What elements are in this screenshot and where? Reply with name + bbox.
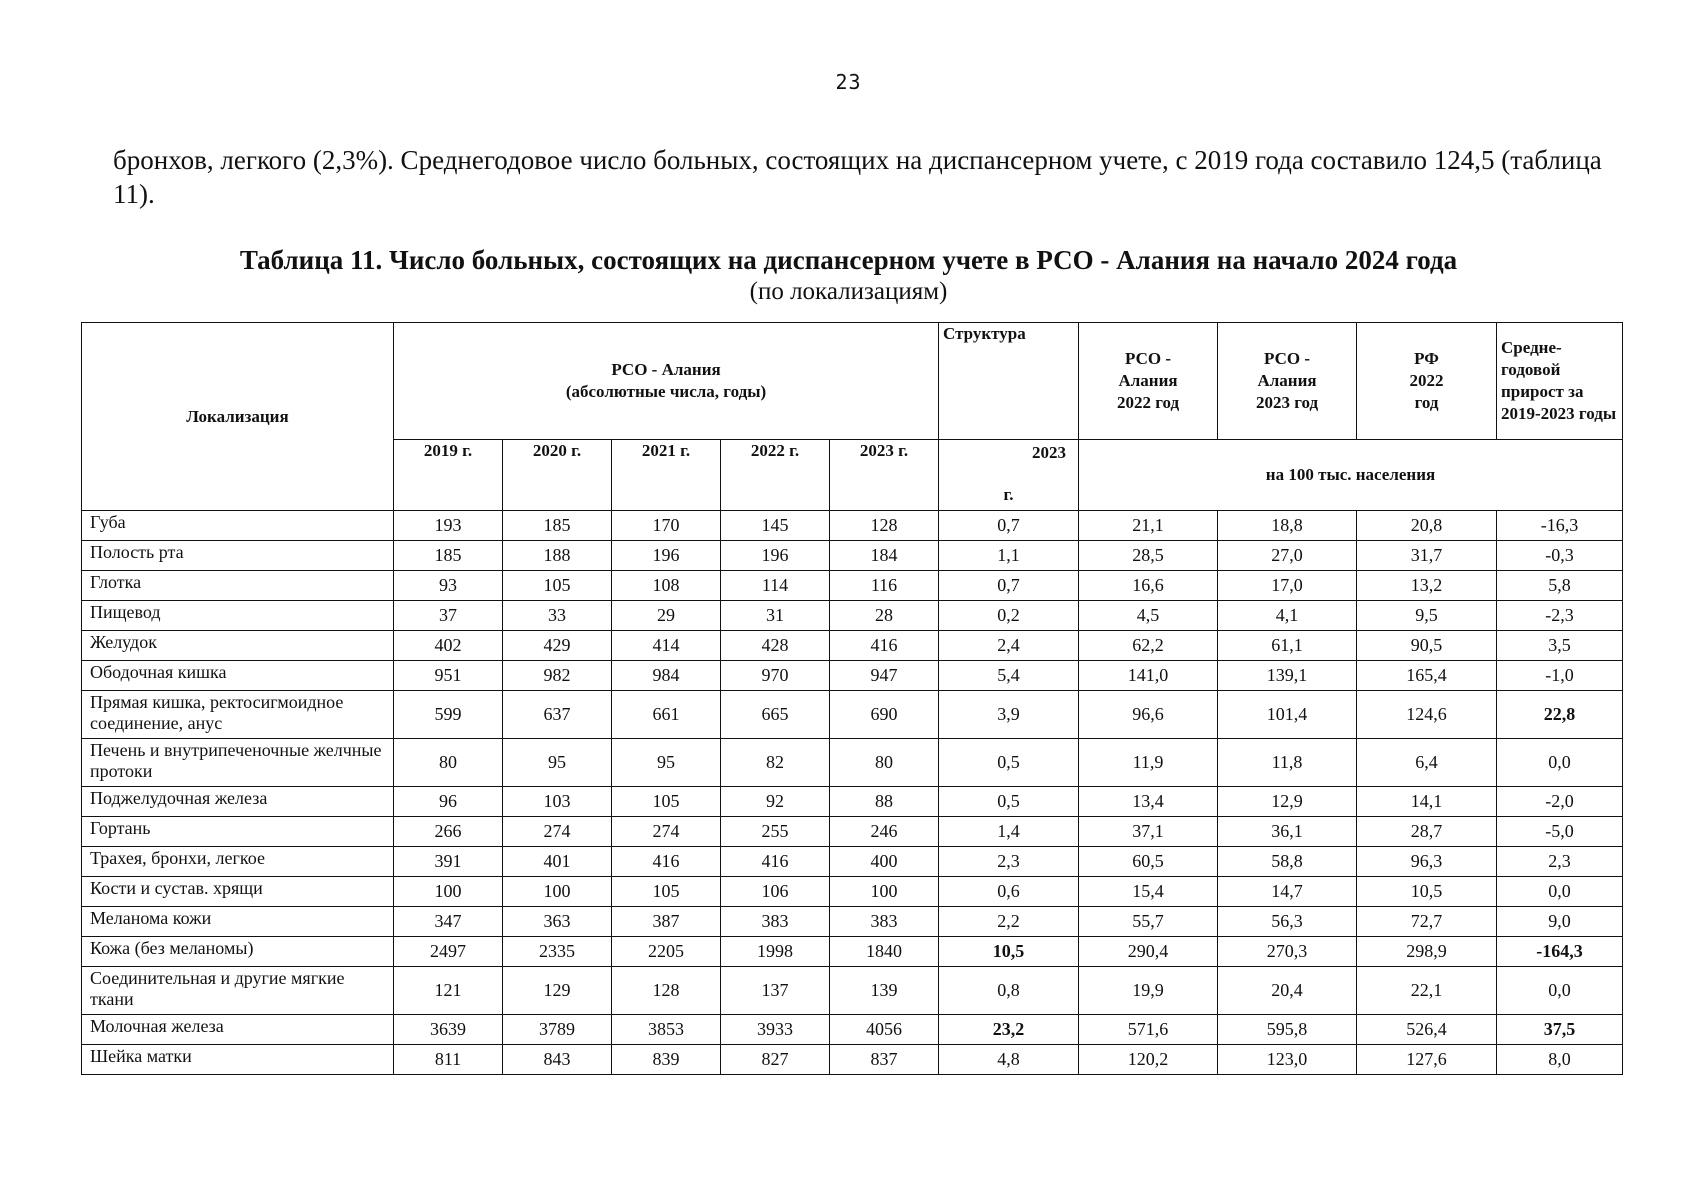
row-value: 101,4 [1218, 691, 1357, 739]
row-localization: Шейка матки [82, 1045, 394, 1075]
header-growth-text: Средне-годовой прирост за 2019-2023 годы [1501, 338, 1617, 423]
row-value: 80 [394, 739, 503, 787]
row-value: 401 [503, 847, 612, 877]
table-row [82, 937, 1623, 967]
row-value: 383 [830, 907, 939, 937]
row-value: 298,9 [1357, 937, 1497, 967]
row-value: 103 [503, 787, 612, 817]
row-value: 128 [830, 511, 939, 541]
row-value: 95 [503, 739, 612, 787]
table-row [82, 541, 1623, 571]
row-localization: Гортань [82, 817, 394, 847]
header-per-100k: на 100 тыс. населения [1079, 440, 1623, 511]
row-value: 137 [721, 967, 830, 1015]
row-value: 4056 [830, 1015, 939, 1045]
row-value: 120,2 [1079, 1045, 1218, 1075]
row-localization: Прямая кишка, ректосигмоидное соединение, анус [82, 691, 394, 739]
table-body [82, 511, 1623, 1075]
row-localization: Кости и сустав. хрящи [82, 877, 394, 907]
header-group-rso-alania [394, 323, 939, 440]
row-localization: Печень и внутрипеченочные желчные протоки [82, 739, 394, 787]
row-value: 0,0 [1497, 967, 1623, 1015]
row-localization: Желудок [82, 631, 394, 661]
row-value: 0,5 [939, 787, 1079, 817]
row-value: 2,4 [939, 631, 1079, 661]
row-value: 637 [503, 691, 612, 739]
header-rso-2023-text: РСО - Алания 2023 год [1255, 349, 1319, 412]
row-value: 124,6 [1357, 691, 1497, 739]
row-value: 839 [612, 1045, 721, 1075]
row-localization: Губа [82, 511, 394, 541]
row-value: 984 [612, 661, 721, 691]
page-number: 23 [835, 70, 862, 94]
row-value: 2335 [503, 937, 612, 967]
row-value: 28 [830, 601, 939, 631]
row-value: 391 [394, 847, 503, 877]
row-value: 60,5 [1079, 847, 1218, 877]
header-rso-2023 [1218, 323, 1357, 440]
row-value: 96,6 [1079, 691, 1218, 739]
row-value: 14,7 [1218, 877, 1357, 907]
row-value: 19,9 [1079, 967, 1218, 1015]
row-value: 23,2 [939, 1015, 1079, 1045]
row-value: 170 [612, 511, 721, 541]
row-value: 665 [721, 691, 830, 739]
row-value: 55,7 [1079, 907, 1218, 937]
row-value: 82 [721, 739, 830, 787]
table-row [82, 1015, 1623, 1045]
row-value: 266 [394, 817, 503, 847]
row-value: 416 [830, 631, 939, 661]
dispensary-table [81, 322, 1623, 1075]
row-value: 255 [721, 817, 830, 847]
row-value: 15,4 [1079, 877, 1218, 907]
header-group-line2: (абсолютные числа, годы) [565, 382, 767, 401]
row-value: 951 [394, 661, 503, 691]
row-value: 56,3 [1218, 907, 1357, 937]
table-row [82, 601, 1623, 631]
row-value: 387 [612, 907, 721, 937]
row-value: 72,7 [1357, 907, 1497, 937]
intro-paragraph: бронхов, легкого (2,3%). Среднегодовое число больных, состоящих на диспансерном учете, с 2019 года составило 124,5 (таблица 11). [113, 145, 1602, 209]
row-value: 12,9 [1218, 787, 1357, 817]
structure-year: 2023 [1032, 443, 1067, 462]
row-value: 5,4 [939, 661, 1079, 691]
row-value: 1840 [830, 937, 939, 967]
header-localization: Локализация [82, 323, 394, 511]
row-value: 196 [721, 541, 830, 571]
table-row [82, 787, 1623, 817]
table-row [82, 631, 1623, 661]
header-rf-2022 [1357, 323, 1497, 440]
row-value: 843 [503, 1045, 612, 1075]
row-value: 347 [394, 907, 503, 937]
table-row [82, 739, 1623, 787]
row-value: 661 [612, 691, 721, 739]
row-value: 0,5 [939, 739, 1079, 787]
row-value: 105 [503, 571, 612, 601]
row-value: 827 [721, 1045, 830, 1075]
row-value: -2,3 [1497, 601, 1623, 631]
row-value: 105 [612, 877, 721, 907]
header-structure-year [939, 440, 1079, 511]
row-value: 571,6 [1079, 1015, 1218, 1045]
row-value: 4,5 [1079, 601, 1218, 631]
row-localization: Трахея, бронхи, легкое [82, 847, 394, 877]
row-value: 13,2 [1357, 571, 1497, 601]
row-value: -16,3 [1497, 511, 1623, 541]
row-localization: Молочная железа [82, 1015, 394, 1045]
row-value: 37,1 [1079, 817, 1218, 847]
row-value: 106 [721, 877, 830, 907]
row-value: 123,0 [1218, 1045, 1357, 1075]
row-value: 80 [830, 739, 939, 787]
row-value: 20,8 [1357, 511, 1497, 541]
row-value: 145 [721, 511, 830, 541]
row-localization: Соединительная и другие мягкие ткани [82, 967, 394, 1015]
row-value: 595,8 [1218, 1015, 1357, 1045]
row-value: 599 [394, 691, 503, 739]
row-value: 27,0 [1218, 541, 1357, 571]
row-value: 982 [503, 661, 612, 691]
header-rf-2022-text: РФ 2022 год [1409, 349, 1444, 412]
row-value: 105 [612, 787, 721, 817]
table-subtitle: (по локализациям) [749, 278, 948, 305]
row-value: 11,9 [1079, 739, 1218, 787]
row-value: 6,4 [1357, 739, 1497, 787]
row-value: 121 [394, 967, 503, 1015]
row-localization: Кожа (без меланомы) [82, 937, 394, 967]
header-year-2023: 2023 г. [830, 440, 939, 511]
row-value: 2,2 [939, 907, 1079, 937]
row-value: 36,1 [1218, 817, 1357, 847]
row-value: 108 [612, 571, 721, 601]
row-value: 13,4 [1079, 787, 1218, 817]
row-value: 128 [612, 967, 721, 1015]
row-value: 4,8 [939, 1045, 1079, 1075]
row-value: 5,8 [1497, 571, 1623, 601]
row-value: 416 [721, 847, 830, 877]
header-growth [1497, 323, 1623, 440]
row-value: 416 [612, 847, 721, 877]
row-value: 33 [503, 601, 612, 631]
row-value: 141,0 [1079, 661, 1218, 691]
row-value: 10,5 [939, 937, 1079, 967]
row-localization: Глотка [82, 571, 394, 601]
row-value: 196 [612, 541, 721, 571]
row-value: 3639 [394, 1015, 503, 1045]
row-value: 3789 [503, 1015, 612, 1045]
row-value: -0,3 [1497, 541, 1623, 571]
table-row [82, 907, 1623, 937]
row-value: 970 [721, 661, 830, 691]
row-value: 28,5 [1079, 541, 1218, 571]
header-rso-2022-text: РСО - Алания 2022 год [1116, 349, 1180, 412]
row-value: 3853 [612, 1015, 721, 1045]
row-value: 0,2 [939, 601, 1079, 631]
header-year-2019: 2019 г. [394, 440, 503, 511]
header-structure: Структура [939, 323, 1079, 440]
row-value: 100 [394, 877, 503, 907]
row-value: 3933 [721, 1015, 830, 1045]
row-value: 88 [830, 787, 939, 817]
row-value: 90,5 [1357, 631, 1497, 661]
row-value: 96 [394, 787, 503, 817]
row-value: 165,4 [1357, 661, 1497, 691]
row-value: 18,8 [1218, 511, 1357, 541]
table-title: Таблица 11. Число больных, состоящих на диспансерном учете в РСО - Алания на начало 2024 года [239, 245, 1458, 275]
row-value: 28,7 [1357, 817, 1497, 847]
row-value: 193 [394, 511, 503, 541]
row-value: 246 [830, 817, 939, 847]
row-value: 139,1 [1218, 661, 1357, 691]
table-row [82, 691, 1623, 739]
table-row [82, 571, 1623, 601]
row-value: 21,1 [1079, 511, 1218, 541]
row-value: 363 [503, 907, 612, 937]
row-value: 400 [830, 847, 939, 877]
row-value: 9,5 [1357, 601, 1497, 631]
row-value: 690 [830, 691, 939, 739]
row-value: 95 [612, 739, 721, 787]
row-value: 62,2 [1079, 631, 1218, 661]
row-localization: Меланома кожи [82, 907, 394, 937]
row-value: 1998 [721, 937, 830, 967]
structure-g: г. [1003, 485, 1014, 504]
row-localization: Ободочная кишка [82, 661, 394, 691]
row-value: 0,7 [939, 571, 1079, 601]
table-row [82, 511, 1623, 541]
row-value: 2,3 [1497, 847, 1623, 877]
header-year-2020: 2020 г. [503, 440, 612, 511]
row-value: 0,0 [1497, 739, 1623, 787]
row-value: 402 [394, 631, 503, 661]
row-value: 127,6 [1357, 1045, 1497, 1075]
row-value: 526,4 [1357, 1015, 1497, 1045]
row-value: -2,0 [1497, 787, 1623, 817]
row-value: 100 [830, 877, 939, 907]
row-localization: Пищевод [82, 601, 394, 631]
row-value: 14,1 [1357, 787, 1497, 817]
row-value: 92 [721, 787, 830, 817]
row-localization: Полость рта [82, 541, 394, 571]
row-value: 20,4 [1218, 967, 1357, 1015]
row-value: 16,6 [1079, 571, 1218, 601]
row-value: 3,5 [1497, 631, 1623, 661]
row-value: 4,1 [1218, 601, 1357, 631]
row-value: 2497 [394, 937, 503, 967]
row-value: 428 [721, 631, 830, 661]
row-value: 3,9 [939, 691, 1079, 739]
row-value: 2205 [612, 937, 721, 967]
table-row [82, 817, 1623, 847]
row-value: 274 [503, 817, 612, 847]
table-row [82, 1045, 1623, 1075]
row-value: -164,3 [1497, 937, 1623, 967]
row-value: 22,8 [1497, 691, 1623, 739]
row-value: 116 [830, 571, 939, 601]
row-value: 31 [721, 601, 830, 631]
row-value: 100 [503, 877, 612, 907]
row-value: 9,0 [1497, 907, 1623, 937]
row-value: 811 [394, 1045, 503, 1075]
row-value: 58,8 [1218, 847, 1357, 877]
table-row [82, 661, 1623, 691]
table-row [82, 877, 1623, 907]
row-value: 0,0 [1497, 877, 1623, 907]
row-value: 37 [394, 601, 503, 631]
row-value: 270,3 [1218, 937, 1357, 967]
row-value: 1,4 [939, 817, 1079, 847]
row-value: 184 [830, 541, 939, 571]
table-row [82, 847, 1623, 877]
row-value: 429 [503, 631, 612, 661]
row-value: 383 [721, 907, 830, 937]
row-value: 0,7 [939, 511, 1079, 541]
header-rso-2022 [1079, 323, 1218, 440]
row-value: 2,3 [939, 847, 1079, 877]
row-value: -1,0 [1497, 661, 1623, 691]
row-value: 22,1 [1357, 967, 1497, 1015]
row-value: 274 [612, 817, 721, 847]
row-value: 93 [394, 571, 503, 601]
row-value: 139 [830, 967, 939, 1015]
row-value: 290,4 [1079, 937, 1218, 967]
row-value: 837 [830, 1045, 939, 1075]
row-value: 10,5 [1357, 877, 1497, 907]
row-value: 114 [721, 571, 830, 601]
row-value: 61,1 [1218, 631, 1357, 661]
row-value: 185 [503, 511, 612, 541]
row-value: 188 [503, 541, 612, 571]
row-value: 185 [394, 541, 503, 571]
row-value: 129 [503, 967, 612, 1015]
table-row [82, 967, 1623, 1015]
row-value: 947 [830, 661, 939, 691]
row-value: 0,8 [939, 967, 1079, 1015]
header-group-line1: РСО - Алания [611, 360, 721, 379]
row-value: 29 [612, 601, 721, 631]
header-year-2021: 2021 г. [612, 440, 721, 511]
row-value: 11,8 [1218, 739, 1357, 787]
row-value: 17,0 [1218, 571, 1357, 601]
row-value: 31,7 [1357, 541, 1497, 571]
row-value: -5,0 [1497, 817, 1623, 847]
header-year-2022: 2022 г. [721, 440, 830, 511]
row-value: 414 [612, 631, 721, 661]
row-value: 8,0 [1497, 1045, 1623, 1075]
row-value: 0,6 [939, 877, 1079, 907]
row-value: 1,1 [939, 541, 1079, 571]
row-value: 96,3 [1357, 847, 1497, 877]
row-localization: Поджелудочная железа [82, 787, 394, 817]
row-value: 37,5 [1497, 1015, 1623, 1045]
